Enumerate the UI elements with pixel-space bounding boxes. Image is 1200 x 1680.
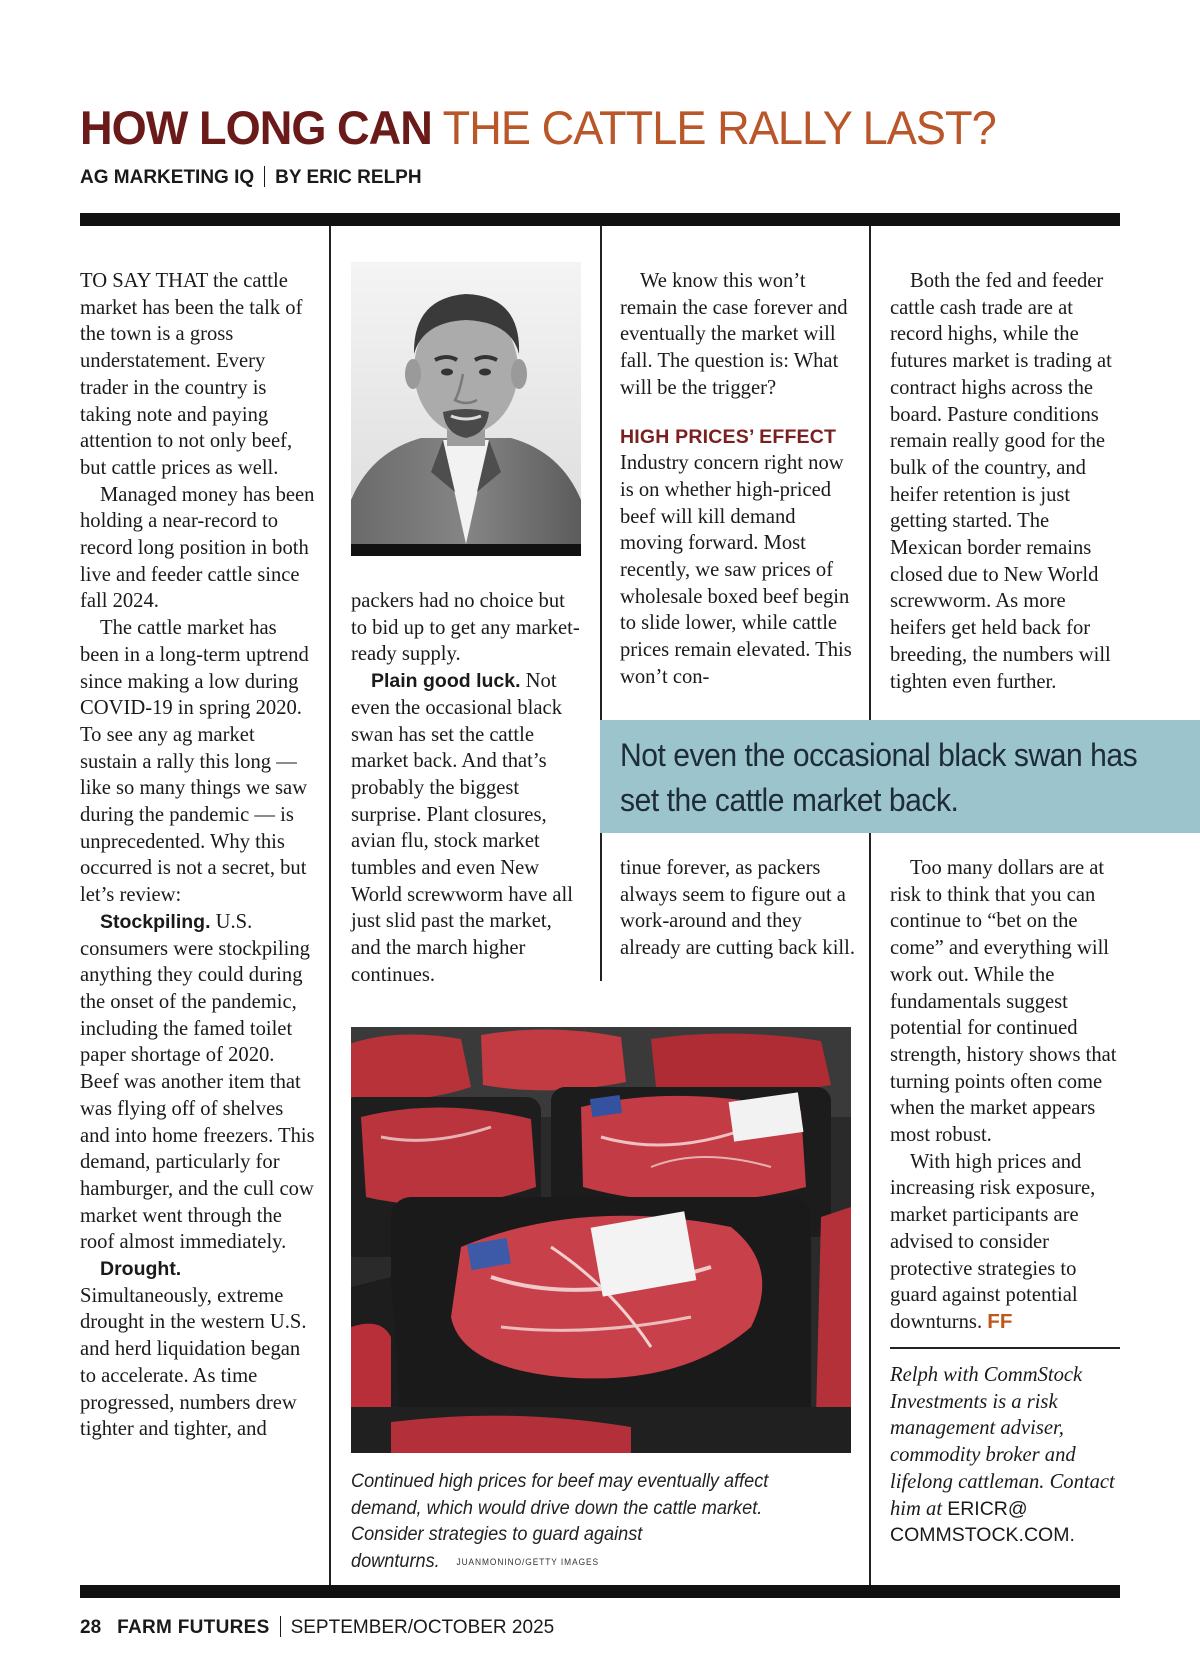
article-column-3-bottom <box>620 855 855 962</box>
section-name: AG MARKETING IQ <box>80 167 255 188</box>
paragraph: Both the fed and feeder cattle cash trade are at record highs, while the futures market is trading at contract highs across the board. Pasture conditions remain really good for the bulk of the country, and heifer retention is just getting started. The Mexican border remains closed due to New World screwworm. As more heifers get held back for breeding, the numbers will tighten even further. <box>890 270 1112 693</box>
issue-date: SEPTEMBER/OCTOBER 2025 <box>290 1617 555 1638</box>
paragraph: The cattle market has been in a long-term uptrend since making a low during COVID-19 in spring 2020. To see any ag market sustain a rally this long — like so many things we saw during the pandemic — is unprecedented. Why this occurred is not a secret, but let’s review: <box>80 617 309 907</box>
article-column-4-top <box>890 268 1125 695</box>
author-bio: Relph with CommStock Investments is a risk management adviser, commodity broker and lifelong cattleman. Contact him at ERICR@ COMMSTOCK.COM. <box>890 1364 1115 1547</box>
end-mark: FF <box>987 1309 1013 1333</box>
paragraph: With high prices and increasing risk exposure, market participants are advised to consider protective strategies to guard against potential downturns. FF <box>890 1150 1096 1333</box>
author-photo <box>351 262 581 544</box>
article-column-4-bottom <box>890 855 1125 1336</box>
lead-in-plain-good-luck: Plain good luck. <box>371 670 521 693</box>
photo-caption: Continued high prices for beef may eventually affect demand, which would drive down the cattle market. Consider strategies to guard against downturns. JUANMONINO/GETTY IMAGES <box>351 1470 769 1573</box>
paragraph: We know this won’t remain the case forever and eventually the market will fall. The question is: What will be the trigger? <box>620 270 848 399</box>
byline <box>80 166 422 189</box>
beef-photo <box>351 1027 851 1453</box>
lead-in-stockpiling: Stockpiling. <box>100 910 211 933</box>
bio-divider <box>890 1347 1120 1349</box>
paragraph: packers had no choice but to bid up to get any market-ready supply. <box>351 590 580 666</box>
author-name: BY ERIC RELPH <box>275 167 422 188</box>
headline-bold: HOW LONG CAN <box>80 101 432 154</box>
paragraph: Industry concern right now is on whether high-priced beef will kill demand moving forward. Most recently, we saw prices of wholesale boxed beef begin to slide lower, while cattle prices remain elevated. This won’t con- <box>620 452 852 688</box>
column-divider-1 <box>329 226 331 1585</box>
byline-divider <box>264 166 265 187</box>
paragraph: Managed money has been holding a near-record to record long position in both live and feeder cattle since fall 2024. <box>80 483 315 613</box>
photo-bar <box>351 544 581 556</box>
paragraph: Stockpiling. U.S. consumers were stockpiling anything they could during the onset of the pandemic, including the famed toilet paper shortage of 2020. Beef was another item that was flying off of shelves and into home freezers. This demand, particularly for hamburger, and the cull cow market went through the roof almost immediately. <box>80 910 315 1254</box>
column-divider-3 <box>869 226 871 1585</box>
author-contact: ERICR@ COMMSTOCK.COM. <box>890 1497 1075 1547</box>
article-column-3-top <box>620 268 855 691</box>
lead-in-drought: Drought. <box>100 1258 182 1281</box>
column-divider-2 <box>600 226 602 981</box>
page-number: 28 <box>80 1617 102 1638</box>
paragraph: Drought. Simultaneously, extreme drought in the western U.S. and herd liquidation began to accelerate. As time progressed, numbers drew tighter and tighter, and <box>80 1258 307 1441</box>
photo-credit: JUANMONINO/GETTY IMAGES <box>456 1557 600 1568</box>
footer-divider <box>280 1616 281 1637</box>
headline-light: THE CATTLE RALLY LAST? <box>442 101 996 154</box>
paragraph: TO SAY THAT the cattle market has been the talk of the town is a gross understatement. Every trader in the country is taking note and paying attention to not only beef, but cattle prices as well. <box>80 270 303 479</box>
magazine-name: FARM FUTURES <box>117 1617 270 1638</box>
bottom-rule <box>80 1585 1120 1598</box>
paragraph: tinue forever, as packers always seem to figure out a work-around and they already are cutting back kill. <box>620 857 856 960</box>
article-column-2 <box>351 588 586 989</box>
paragraph: Plain good luck. Not even the occasional black swan has set the cattle market back. And that’s probably the biggest surprise. Plant closures, avian flu, stock market tumbles and even New World screwworm have all just slid past the market, and the march higher continues. <box>351 670 573 986</box>
page-footer <box>80 1616 554 1639</box>
headline <box>80 98 1098 158</box>
top-rule <box>80 213 1120 226</box>
pull-quote: Not even the occasional black swan has set the cattle market back. <box>620 737 1138 818</box>
paragraph: Too many dollars are at risk to think that you can continue to “bet on the come” and everything will work out. While the fundamentals suggest potential for continued strength, history shows that turning points often come when the market appears most robust. <box>890 857 1117 1147</box>
article-column-1 <box>80 268 315 1443</box>
subhead: HIGH PRICES’ EFFECT <box>620 425 837 448</box>
